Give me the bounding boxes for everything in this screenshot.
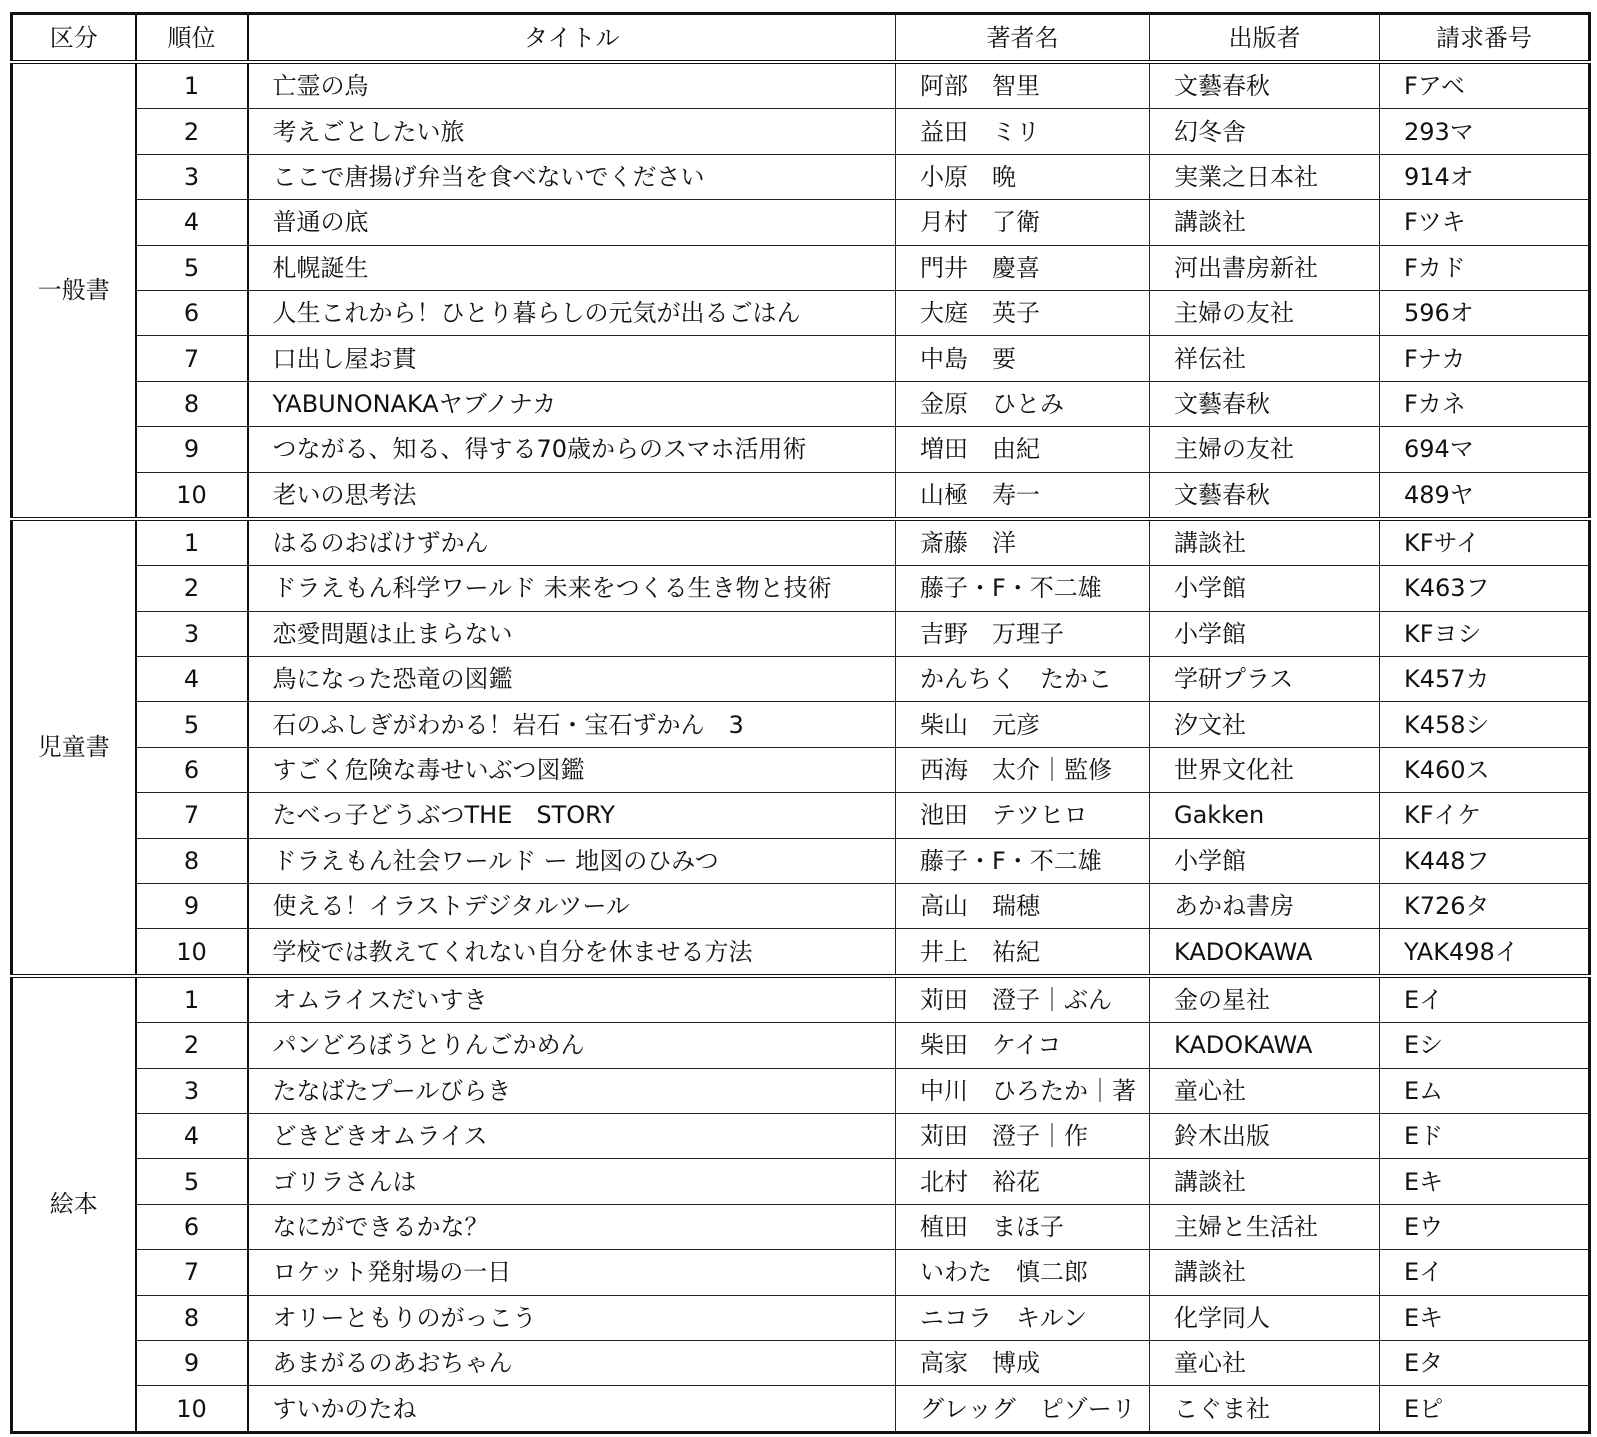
rank-cell: 1 xyxy=(136,62,248,109)
author-cell: 中島 要 xyxy=(896,336,1150,381)
table-row xyxy=(12,519,1590,566)
publisher-cell: 化学同人 xyxy=(1150,1295,1380,1340)
table-row xyxy=(12,1159,1590,1204)
title-cell: 口出し屋お貫 xyxy=(248,336,896,381)
call-number-cell: KFヨシ xyxy=(1380,611,1590,656)
publisher-cell: Gakken xyxy=(1150,793,1380,838)
call-number-cell: 596オ xyxy=(1380,290,1590,335)
publisher-cell: 童心社 xyxy=(1150,1340,1380,1385)
call-number-cell: K457カ xyxy=(1380,657,1590,702)
title-cell: 亡霊の烏 xyxy=(248,62,896,109)
call-number-cell: 914オ xyxy=(1380,154,1590,199)
call-number-cell: Fツキ xyxy=(1380,200,1590,245)
table-row xyxy=(12,62,1590,109)
rank-cell: 5 xyxy=(136,245,248,290)
call-number-cell: Eム xyxy=(1380,1068,1590,1113)
rank-cell: 7 xyxy=(136,793,248,838)
rank-cell: 6 xyxy=(136,747,248,792)
table-row xyxy=(12,976,1590,1023)
publisher-cell: 小学館 xyxy=(1150,566,1380,611)
rank-cell: 4 xyxy=(136,200,248,245)
publisher-cell: 文藝春秋 xyxy=(1150,381,1380,426)
table-row xyxy=(12,154,1590,199)
table-row xyxy=(12,884,1590,929)
table-header xyxy=(12,14,1590,63)
rank-cell: 8 xyxy=(136,1295,248,1340)
author-cell: 藤子・F・不二雄 xyxy=(896,838,1150,883)
call-number-cell: Eド xyxy=(1380,1113,1590,1158)
table-row xyxy=(12,109,1590,154)
publisher-cell: KADOKAWA xyxy=(1150,929,1380,976)
author-cell: 苅田 澄子｜作 xyxy=(896,1113,1150,1158)
title-cell: オリーともりのがっこう xyxy=(248,1295,896,1340)
call-number-cell: K726タ xyxy=(1380,884,1590,929)
table-row xyxy=(12,1023,1590,1068)
header-rank: 順位 xyxy=(136,14,248,63)
title-cell: パンどろぼうとりんごかめん xyxy=(248,1023,896,1068)
title-cell: 札幌誕生 xyxy=(248,245,896,290)
call-number-cell: Eキ xyxy=(1380,1295,1590,1340)
author-cell: 大庭 英子 xyxy=(896,290,1150,335)
author-cell: 小原 晩 xyxy=(896,154,1150,199)
call-number-cell: Eウ xyxy=(1380,1204,1590,1249)
title-cell: ドラえもん社会ワールド ー 地図のひみつ xyxy=(248,838,896,883)
rank-cell: 8 xyxy=(136,838,248,883)
call-number-cell: 293マ xyxy=(1380,109,1590,154)
table-row xyxy=(12,245,1590,290)
title-cell: ロケット発射場の一日 xyxy=(248,1250,896,1295)
rank-cell: 3 xyxy=(136,1068,248,1113)
table-row xyxy=(12,657,1590,702)
rank-cell: 7 xyxy=(136,1250,248,1295)
title-cell: はるのおばけずかん xyxy=(248,519,896,566)
rank-cell: 6 xyxy=(136,1204,248,1249)
author-cell: 井上 祐紀 xyxy=(896,929,1150,976)
table-row xyxy=(12,1250,1590,1295)
rank-cell: 9 xyxy=(136,1340,248,1385)
header-row xyxy=(12,14,1590,63)
title-cell: たべっ子どうぶつTHE STORY xyxy=(248,793,896,838)
rank-cell: 2 xyxy=(136,566,248,611)
author-cell: 月村 了衛 xyxy=(896,200,1150,245)
rank-cell: 1 xyxy=(136,976,248,1023)
title-cell: ドラえもん科学ワールド 未来をつくる生き物と技術 xyxy=(248,566,896,611)
call-number-cell: Eピ xyxy=(1380,1386,1590,1432)
publisher-cell: 学研プラス xyxy=(1150,657,1380,702)
author-cell: 山極 寿一 xyxy=(896,472,1150,519)
rank-cell: 10 xyxy=(136,1386,248,1432)
author-cell: 植田 まほ子 xyxy=(896,1204,1150,1249)
publisher-cell: 講談社 xyxy=(1150,1159,1380,1204)
table-row xyxy=(12,929,1590,976)
table-row xyxy=(12,1340,1590,1385)
call-number-cell: Eイ xyxy=(1380,976,1590,1023)
title-cell: あまがるのあおちゃん xyxy=(248,1340,896,1385)
author-cell: 金原 ひとみ xyxy=(896,381,1150,426)
title-cell: 石のふしぎがわかる！岩石・宝石ずかん 3 xyxy=(248,702,896,747)
table-row xyxy=(12,611,1590,656)
call-number-cell: 694マ xyxy=(1380,427,1590,472)
table-row xyxy=(12,747,1590,792)
call-number-cell: Fカド xyxy=(1380,245,1590,290)
table-body xyxy=(12,62,1590,1432)
rank-cell: 1 xyxy=(136,519,248,566)
rank-cell: 6 xyxy=(136,290,248,335)
author-cell: 高山 瑞穂 xyxy=(896,884,1150,929)
publisher-cell: 講談社 xyxy=(1150,1250,1380,1295)
rank-cell: 10 xyxy=(136,929,248,976)
table-row xyxy=(12,290,1590,335)
author-cell: ニコラ キルン xyxy=(896,1295,1150,1340)
table-row xyxy=(12,838,1590,883)
author-cell: 阿部 智里 xyxy=(896,62,1150,109)
rank-cell: 3 xyxy=(136,154,248,199)
table-row xyxy=(12,702,1590,747)
category-cell: 一般書 xyxy=(12,62,136,519)
publisher-cell: 講談社 xyxy=(1150,519,1380,566)
header-call-number: 請求番号 xyxy=(1380,14,1590,63)
title-cell: 鳥になった恐竜の図鑑 xyxy=(248,657,896,702)
publisher-cell: 主婦の友社 xyxy=(1150,290,1380,335)
title-cell: 恋愛問題は止まらない xyxy=(248,611,896,656)
title-cell: 使える！イラストデジタルツール xyxy=(248,884,896,929)
title-cell: すごく危険な毒せいぶつ図鑑 xyxy=(248,747,896,792)
table-row xyxy=(12,427,1590,472)
table-row xyxy=(12,336,1590,381)
rank-cell: 4 xyxy=(136,657,248,702)
rank-cell: 5 xyxy=(136,1159,248,1204)
table-row xyxy=(12,1386,1590,1432)
title-cell: 普通の底 xyxy=(248,200,896,245)
call-number-cell: K463フ xyxy=(1380,566,1590,611)
table-row xyxy=(12,472,1590,519)
author-cell: 苅田 澄子｜ぶん xyxy=(896,976,1150,1023)
title-cell: 老いの思考法 xyxy=(248,472,896,519)
author-cell: 斎藤 洋 xyxy=(896,519,1150,566)
author-cell: 柴山 元彦 xyxy=(896,702,1150,747)
header-author: 著者名 xyxy=(896,14,1150,63)
rank-cell: 9 xyxy=(136,884,248,929)
publisher-cell: 講談社 xyxy=(1150,200,1380,245)
author-cell: 高家 博成 xyxy=(896,1340,1150,1385)
call-number-cell: Eシ xyxy=(1380,1023,1590,1068)
publisher-cell: 文藝春秋 xyxy=(1150,62,1380,109)
rank-cell: 5 xyxy=(136,702,248,747)
title-cell: つながる、知る、得する70歳からのスマホ活用術 xyxy=(248,427,896,472)
publisher-cell: 鈴木出版 xyxy=(1150,1113,1380,1158)
rank-cell: 8 xyxy=(136,381,248,426)
table-row xyxy=(12,566,1590,611)
call-number-cell: Eキ xyxy=(1380,1159,1590,1204)
title-cell: 人生これから！ひとり暮らしの元気が出るごはん xyxy=(248,290,896,335)
rank-cell: 2 xyxy=(136,1023,248,1068)
publisher-cell: 世界文化社 xyxy=(1150,747,1380,792)
table-row xyxy=(12,381,1590,426)
publisher-cell: 汐文社 xyxy=(1150,702,1380,747)
header-category: 区分 xyxy=(12,14,136,63)
author-cell: かんちく たかこ xyxy=(896,657,1150,702)
table-row xyxy=(12,1204,1590,1249)
rank-cell: 10 xyxy=(136,472,248,519)
rank-cell: 7 xyxy=(136,336,248,381)
publisher-cell: 実業之日本社 xyxy=(1150,154,1380,199)
call-number-cell: KFイケ xyxy=(1380,793,1590,838)
table-row xyxy=(12,1113,1590,1158)
publisher-cell: 幻冬舎 xyxy=(1150,109,1380,154)
publisher-cell: KADOKAWA xyxy=(1150,1023,1380,1068)
title-cell: YABUNONAKAヤブノナカ xyxy=(248,381,896,426)
publisher-cell: 文藝春秋 xyxy=(1150,472,1380,519)
rank-cell: 3 xyxy=(136,611,248,656)
table-row xyxy=(12,1295,1590,1340)
rank-cell: 2 xyxy=(136,109,248,154)
publisher-cell: あかね書房 xyxy=(1150,884,1380,929)
author-cell: 増田 由紀 xyxy=(896,427,1150,472)
publisher-cell: 小学館 xyxy=(1150,838,1380,883)
title-cell: 学校では教えてくれない自分を休ませる方法 xyxy=(248,929,896,976)
author-cell: 西海 太介｜監修 xyxy=(896,747,1150,792)
call-number-cell: K458シ xyxy=(1380,702,1590,747)
call-number-cell: K448フ xyxy=(1380,838,1590,883)
title-cell: オムライスだいすき xyxy=(248,976,896,1023)
title-cell: たなばたプールびらき xyxy=(248,1068,896,1113)
rank-cell: 9 xyxy=(136,427,248,472)
table-row xyxy=(12,200,1590,245)
publisher-cell: 主婦と生活社 xyxy=(1150,1204,1380,1249)
header-title: タイトル xyxy=(248,14,896,63)
call-number-cell: Eタ xyxy=(1380,1340,1590,1385)
author-cell: 藤子・F・不二雄 xyxy=(896,566,1150,611)
author-cell: 吉野 万理子 xyxy=(896,611,1150,656)
header-publisher: 出版者 xyxy=(1150,14,1380,63)
title-cell: 考えごとしたい旅 xyxy=(248,109,896,154)
table-row xyxy=(12,793,1590,838)
author-cell: いわた 慎二郎 xyxy=(896,1250,1150,1295)
author-cell: 門井 慶喜 xyxy=(896,245,1150,290)
publisher-cell: 小学館 xyxy=(1150,611,1380,656)
table-row xyxy=(12,1068,1590,1113)
title-cell: ゴリラさんは xyxy=(248,1159,896,1204)
author-cell: 益田 ミリ xyxy=(896,109,1150,154)
publisher-cell: 童心社 xyxy=(1150,1068,1380,1113)
publisher-cell: 金の星社 xyxy=(1150,976,1380,1023)
author-cell: 柴田 ケイコ xyxy=(896,1023,1150,1068)
category-cell: 児童書 xyxy=(12,519,136,976)
author-cell: 北村 裕花 xyxy=(896,1159,1150,1204)
title-cell: ここで唐揚げ弁当を食べないでください xyxy=(248,154,896,199)
title-cell: なにができるかな？ xyxy=(248,1204,896,1249)
publisher-cell: こぐま社 xyxy=(1150,1386,1380,1432)
rank-cell: 4 xyxy=(136,1113,248,1158)
call-number-cell: Fナカ xyxy=(1380,336,1590,381)
publisher-cell: 主婦の友社 xyxy=(1150,427,1380,472)
book-ranking-table xyxy=(10,12,1591,1434)
call-number-cell: Eイ xyxy=(1380,1250,1590,1295)
call-number-cell: KFサイ xyxy=(1380,519,1590,566)
call-number-cell: K460ス xyxy=(1380,747,1590,792)
author-cell: 中川 ひろたか｜著 xyxy=(896,1068,1150,1113)
category-cell: 絵本 xyxy=(12,976,136,1432)
title-cell: すいかのたね xyxy=(248,1386,896,1432)
title-cell: どきどきオムライス xyxy=(248,1113,896,1158)
author-cell: グレッグ ピゾーリ xyxy=(896,1386,1150,1432)
call-number-cell: 489ヤ xyxy=(1380,472,1590,519)
call-number-cell: YAK498イ xyxy=(1380,929,1590,976)
publisher-cell: 河出書房新社 xyxy=(1150,245,1380,290)
call-number-cell: Fカネ xyxy=(1380,381,1590,426)
author-cell: 池田 テツヒロ xyxy=(896,793,1150,838)
publisher-cell: 祥伝社 xyxy=(1150,336,1380,381)
call-number-cell: Fアベ xyxy=(1380,62,1590,109)
